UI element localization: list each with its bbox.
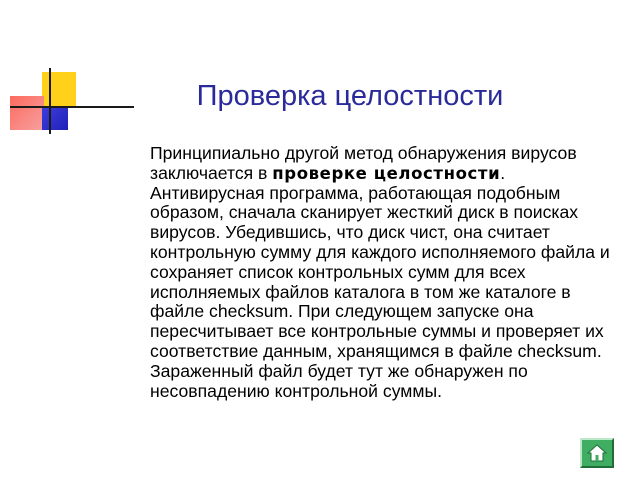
decorative-vertical-line [49,68,51,134]
slide-body [116,144,620,401]
paragraph-2: Антивирусная программа, работающая подобным образом, сначала сканирует жесткий диск в поисках вирусов. Убедившись, что диск чист, она считает контрольную сумму для каждого исполняемого файла и сохраняет список контрольных сумм для всех исполняемых файлов каталога в том же каталоге в файле checksum. При следующем запуске она пересчитывает все контрольные суммы и проверяет их соответствие данным, хранящимся в файле checksum. Зараженный файл будет тут же обнаружен по несовпадению контрольной суммы. [150,182,610,401]
emphasized-term: проверке целостности [272,163,501,183]
decorative-horizontal-line [10,106,134,108]
decorative-yellow-square [42,72,76,106]
home-icon [587,444,607,462]
decorative-blue-square [42,106,68,130]
decorative-red-square [10,96,44,130]
paragraph-1-end: . [500,162,506,183]
home-button[interactable] [580,438,614,468]
slide-title: Проверка целостности [196,80,504,112]
paragraph-1 [116,144,620,184]
paragraph-1-start: Принципиально другой метод обнаружения вирусов заключается в [150,143,577,183]
